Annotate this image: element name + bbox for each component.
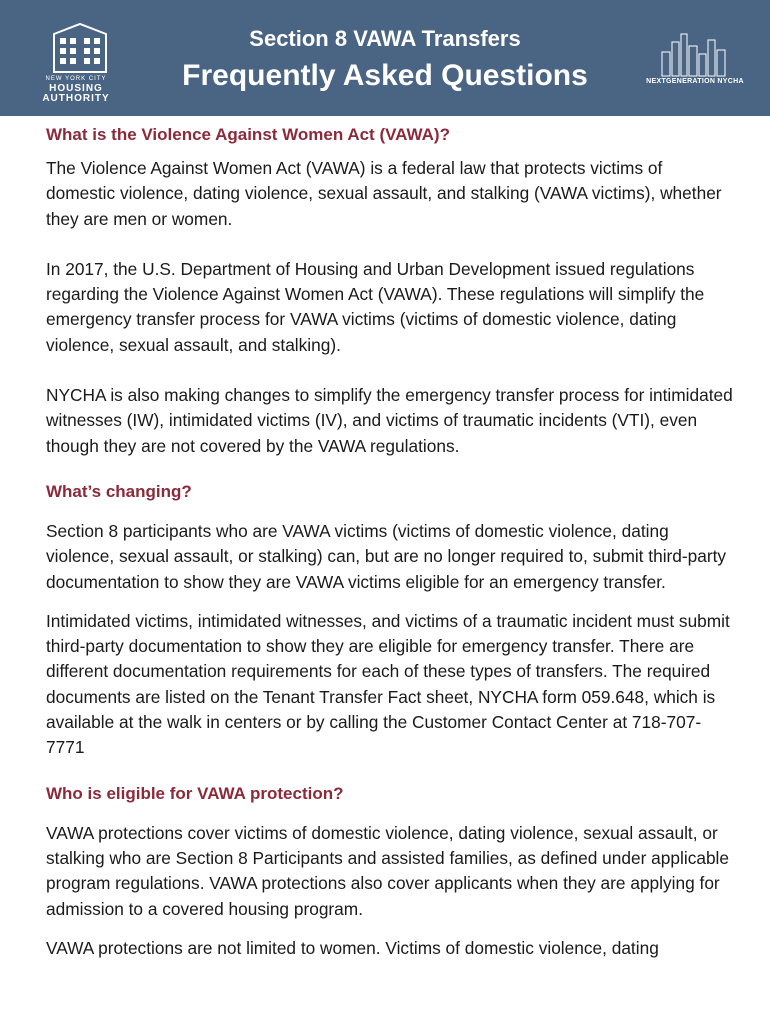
paragraph: NYCHA is also making changes to simplify the emergency transfer process for intimidated witnesses (IW), intimidated victims (IV), and victims of traumatic incidents (VTI), even though they are not covered by the VAWA regulations. (46, 385, 733, 456)
paragraph: VAWA protections are not limited to women. Victims of domestic violence, dating (46, 937, 659, 958)
section-heading-eligibility: Who is eligible for VAWA protection? (46, 783, 344, 803)
faq-content (46, 116, 736, 961)
paragraph: In 2017, the U.S. Department of Housing and Urban Development issued regulations regarding the Violence Against Women Act (VAWA). These regulations will simplify the emergency transfer process for VAWA victims (victims of domestic violence, dating violence, sexual assault, and stalking). (46, 258, 705, 355)
nycha-logo-line2: HOUSING (49, 83, 103, 94)
nycha-logo-text (40, 74, 112, 104)
paragraph: Intimidated victims, intimidated witnesses, and victims of a traumatic incident must submit third-party documentation to show they are eligible for emergency transfer. There are different documentation requirements for each of these types of transfers. The required documents are listed on the Tenant Transfer Fact sheet, NYCHA form 059.648, which is available at the walk in centers or by calling the Customer Contact Center at 718-707-7771 (46, 610, 730, 758)
page-subtitle: Section 8 VAWA Transfers (249, 26, 521, 51)
nycha-logo-line3: AUTHORITY (42, 93, 110, 104)
nycha-logo-line1: NEW YORK CITY (45, 76, 107, 82)
nextgen-logo-text: NEXTGENERATION NYCHA (646, 78, 744, 85)
paragraph: Section 8 participants who are VAWA victims (victims of domestic violence, dating violence, sexual assault, or stalking) can, but are no longer required to, submit third-party documentation to show they are VAWA victims eligible for an emergency transfer. (46, 520, 727, 592)
page-header (0, 0, 770, 116)
section-heading-vawa: What is the Violence Against Women Act (VAWA)? (46, 125, 450, 144)
title-block (150, 24, 620, 98)
section-heading-changing: What’s changing? (46, 481, 192, 501)
paragraph: The Violence Against Women Act (VAWA) is a federal law that protects victims of domestic violence, dating violence, sexual assault, and stalking (VAWA victims), whether they are men or women. (46, 158, 722, 229)
page-title: Frequently Asked Questions (182, 59, 588, 92)
paragraph: VAWA protections cover victims of domestic violence, dating violence, sexual assault, or stalking who are Section 8 Participants and assisted families, as defined under applicable program regulations. VAWA protections also cover applicants when they are applying for admission to a covered housing program. (46, 822, 730, 919)
